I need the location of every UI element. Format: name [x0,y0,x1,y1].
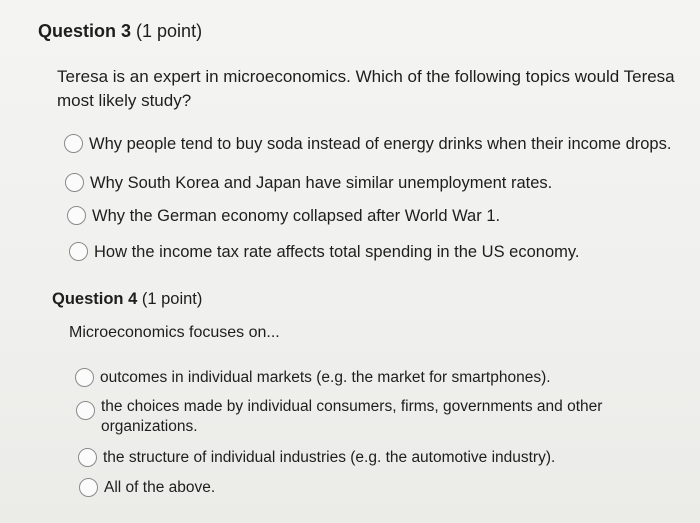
option-label: Why South Korea and Japan have similar unemployment rates. [90,174,553,192]
option-label: Why the German economy collapsed after World War 1. [92,207,501,225]
question-4-points: (1 point) [141,290,203,308]
radio-button[interactable] [69,242,88,261]
question-3-title [38,21,202,42]
radio-button[interactable] [76,401,95,420]
radio-button[interactable] [78,448,97,467]
radio-button[interactable] [67,206,86,225]
question-3-option-3[interactable] [67,206,500,226]
question-4-option-3[interactable] [78,448,555,468]
option-label: Why people tend to buy soda instead of energy drinks when their income drops. [89,135,672,153]
option-label: How the income tax rate affects total spending in the US economy. [94,243,580,261]
question-3-points: (1 point) [136,21,203,41]
question-3-prompt: Teresa is an expert in microeconomics. Which of the following topics would Teresa most likely study? [57,67,675,110]
question-3-option-4[interactable] [69,242,580,262]
question-3-option-1[interactable] [64,134,671,154]
question-3-number: Question 3 [38,21,132,41]
question-4-option-4[interactable] [79,478,215,498]
question-4-option-1[interactable] [75,368,551,388]
option-label: the structure of individual industries (e.g. the automotive industry). [103,449,556,466]
option-label: All of the above. [104,479,216,496]
question-4-title [52,290,202,309]
option-label: outcomes in individual markets (e.g. the market for smartphones). [100,369,551,386]
radio-button[interactable] [65,173,84,192]
question-4-prompt: Microeconomics focuses on... [69,324,280,341]
radio-button[interactable] [64,134,83,153]
question-4-option-2[interactable] [76,397,621,437]
radio-button[interactable] [75,368,94,387]
option-label: the choices made by individual consumers, firms, governments and other organizations. [101,398,603,435]
radio-button[interactable] [79,478,98,497]
question-3-option-2[interactable] [65,173,552,193]
question-4-number: Question 4 [52,290,138,308]
